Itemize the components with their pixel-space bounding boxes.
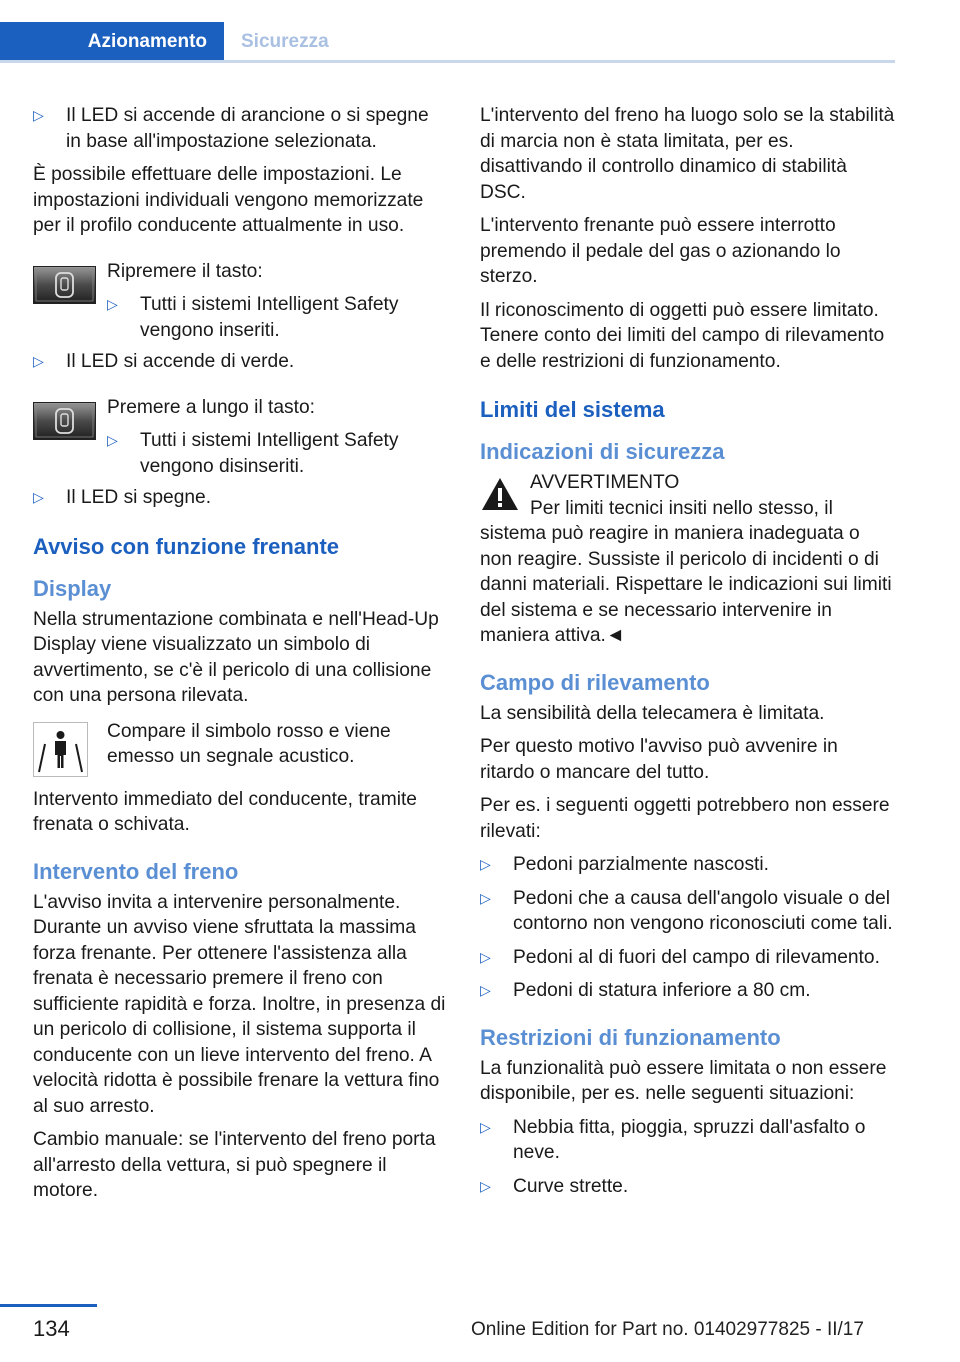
heading-indicazioni: Indicazioni di sicurezza (480, 439, 725, 464)
paragraph-sensibilita: La sensibilità della telecamera è limitata. (480, 702, 825, 724)
key-instruction-2 (33, 395, 448, 480)
heading-intervento-freno: Intervento del freno (33, 858, 239, 884)
paragraph-funzionalita: La funzionalità può essere limitata o non essere disponibile, per es. nelle seguenti situazioni: (480, 1057, 887, 1104)
list-item-text: Nebbia fitta, pioggia, spruzzi dall'asfalto o neve. (513, 1116, 866, 1163)
right-column (480, 103, 895, 1207)
list-item-text: Il LED si spegne. (66, 487, 212, 508)
intelligent-safety-button-icon (33, 402, 96, 440)
warning-title: AVVERTIMENTO (530, 472, 680, 493)
symbol-text: Compare il simbolo rosso e viene emesso un segnale acustico. (107, 720, 391, 767)
paragraph-settings: È possibile effettuare delle impostazioni. Le impostazioni individuali vengono memorizzate per il profilo conducente attualmente in uso. (33, 164, 424, 236)
bullet-icon: ▷ (107, 296, 118, 312)
paragraph-motivo: Per questo motivo l'avviso può avvenire in ritardo o mancare del tutto. (480, 736, 838, 783)
symbol-block (33, 719, 448, 775)
warning-triangle-icon (480, 476, 520, 512)
paragraph-freno: L'avviso invita a intervenire personalmente. Durante un avviso viene sfruttata la massima forza frenante. Per ottenere l'assistenza alla frenata è necessario premere il freno con sufficiente rapidità e forza. Inoltre, in presenza di un pericolo di collisione, il sistema supporta il conducente con un lieve intervento del freno. A velocità ridotta è possibile frenare la vettura fino al suo arresto. (33, 891, 446, 1117)
warning-text: Per limiti tecnici insiti nello stesso, il sistema può reagire in maniera inadeguata o non reagire. Sussiste il pericolo di incidenti o di danni materiali. Rispettare le indicazioni sui limiti del sistema e se necessario intervenire in maniera attiva.◄ (480, 497, 892, 646)
list-item (33, 103, 448, 154)
bullet-icon: ▷ (33, 353, 44, 369)
bullet-icon: ▷ (480, 1177, 491, 1194)
bullet-icon: ▷ (33, 489, 44, 505)
list-item-text: Pedoni al di fuori del campo di rilevamento. (513, 946, 880, 968)
bullet-icon: ▷ (107, 432, 118, 448)
left-column (33, 103, 448, 1212)
key-instruction-1 (33, 259, 448, 344)
heading-limiti: Limiti del sistema (480, 397, 665, 422)
heading-restrizioni: Restrizioni di funzionamento (480, 1024, 781, 1050)
page-number: 134 (33, 1316, 70, 1341)
list-item-text: Curve strette. (513, 1175, 629, 1197)
list-item (107, 292, 448, 343)
bullet-icon: ▷ (480, 889, 491, 906)
bullet-icon: ▷ (480, 982, 491, 998)
heading-campo: Campo di rilevamento (480, 669, 710, 695)
paragraph-interrotto: L'intervento frenante può essere interrotto premendo il pedale del gas o azionando lo sterzo. (480, 215, 841, 287)
list-item (480, 852, 895, 878)
list-item-text: Tutti i sistemi Intelligent Safety vengono inseriti. (140, 294, 399, 341)
paragraph-oggetti: Per es. i seguenti oggetti potrebbero non essere rilevati: (480, 795, 890, 842)
list-item (480, 978, 895, 1004)
list-item (33, 485, 448, 511)
pedestrian-warning-icon (33, 722, 88, 777)
footer-divider (0, 1304, 97, 1307)
heading-display: Display (33, 575, 112, 601)
key1-intro: Ripremere il tasto: (107, 260, 263, 282)
bullet-icon: ▷ (480, 1118, 491, 1135)
list-item (480, 1115, 895, 1166)
paragraph-freno-condizione: L'intervento del freno ha luogo solo se la stabilità di marcia non è stata limitata, per es. disattivando il controllo dinamico di stabilità DSC. (480, 105, 895, 203)
bullet-icon: ▷ (33, 107, 44, 123)
intelligent-safety-button-icon (33, 266, 96, 304)
list-item (480, 1174, 895, 1200)
list-item-text: Il LED si accende di verde. (66, 351, 295, 372)
warning-block (480, 470, 895, 649)
list-item-text: Pedoni parzialmente nascosti. (513, 854, 769, 875)
paragraph-riconoscimento: Il riconoscimento di oggetti può essere limitato. Tenere conto dei limiti del campo di rilevamento e delle restrizioni di funzionamento. (480, 299, 885, 372)
bullet-icon: ▷ (480, 856, 491, 872)
heading-avviso: Avviso con funzione frenante (33, 533, 340, 559)
bullet-icon: ▷ (480, 948, 491, 965)
list-item-text: Pedoni di statura inferiore a 80 cm. (513, 980, 811, 1001)
page-header (0, 0, 895, 62)
list-item-text: Tutti i sistemi Intelligent Safety vengono disinseriti. (140, 430, 399, 477)
list-item (33, 349, 448, 375)
list-item-text: Pedoni che a causa dell'angolo visuale o del contorno non vengono riconosciuti come tali. (513, 887, 893, 934)
tab-azionamento[interactable]: Azionamento (0, 22, 224, 62)
paragraph-intervento: Intervento immediato del conducente, tramite frenata o schivata. (33, 788, 417, 835)
key2-intro: Premere a lungo il tasto: (107, 396, 315, 418)
edition-info: Online Edition for Part no. 01402977825 - II/17 (471, 1319, 864, 1340)
paragraph-display: Nella strumentazione combinata e nell'Head-Up Display viene visualizzato un simbolo di avvertimento, se c'è il pericolo di una collisione con una persona rilevata. (33, 608, 439, 706)
list-item (480, 886, 895, 937)
header-divider (0, 60, 895, 63)
paragraph-cambio: Cambio manuale: se l'intervento del freno porta all'arresto della vettura, si può spegnere il motore. (33, 1129, 436, 1201)
tab-sicurezza[interactable]: Sicurezza (241, 31, 329, 52)
list-item (107, 428, 448, 479)
list-item (480, 945, 895, 971)
list-item-text: Il LED si accende di arancione o si spegne in base all'impostazione selezionata. (66, 105, 429, 152)
